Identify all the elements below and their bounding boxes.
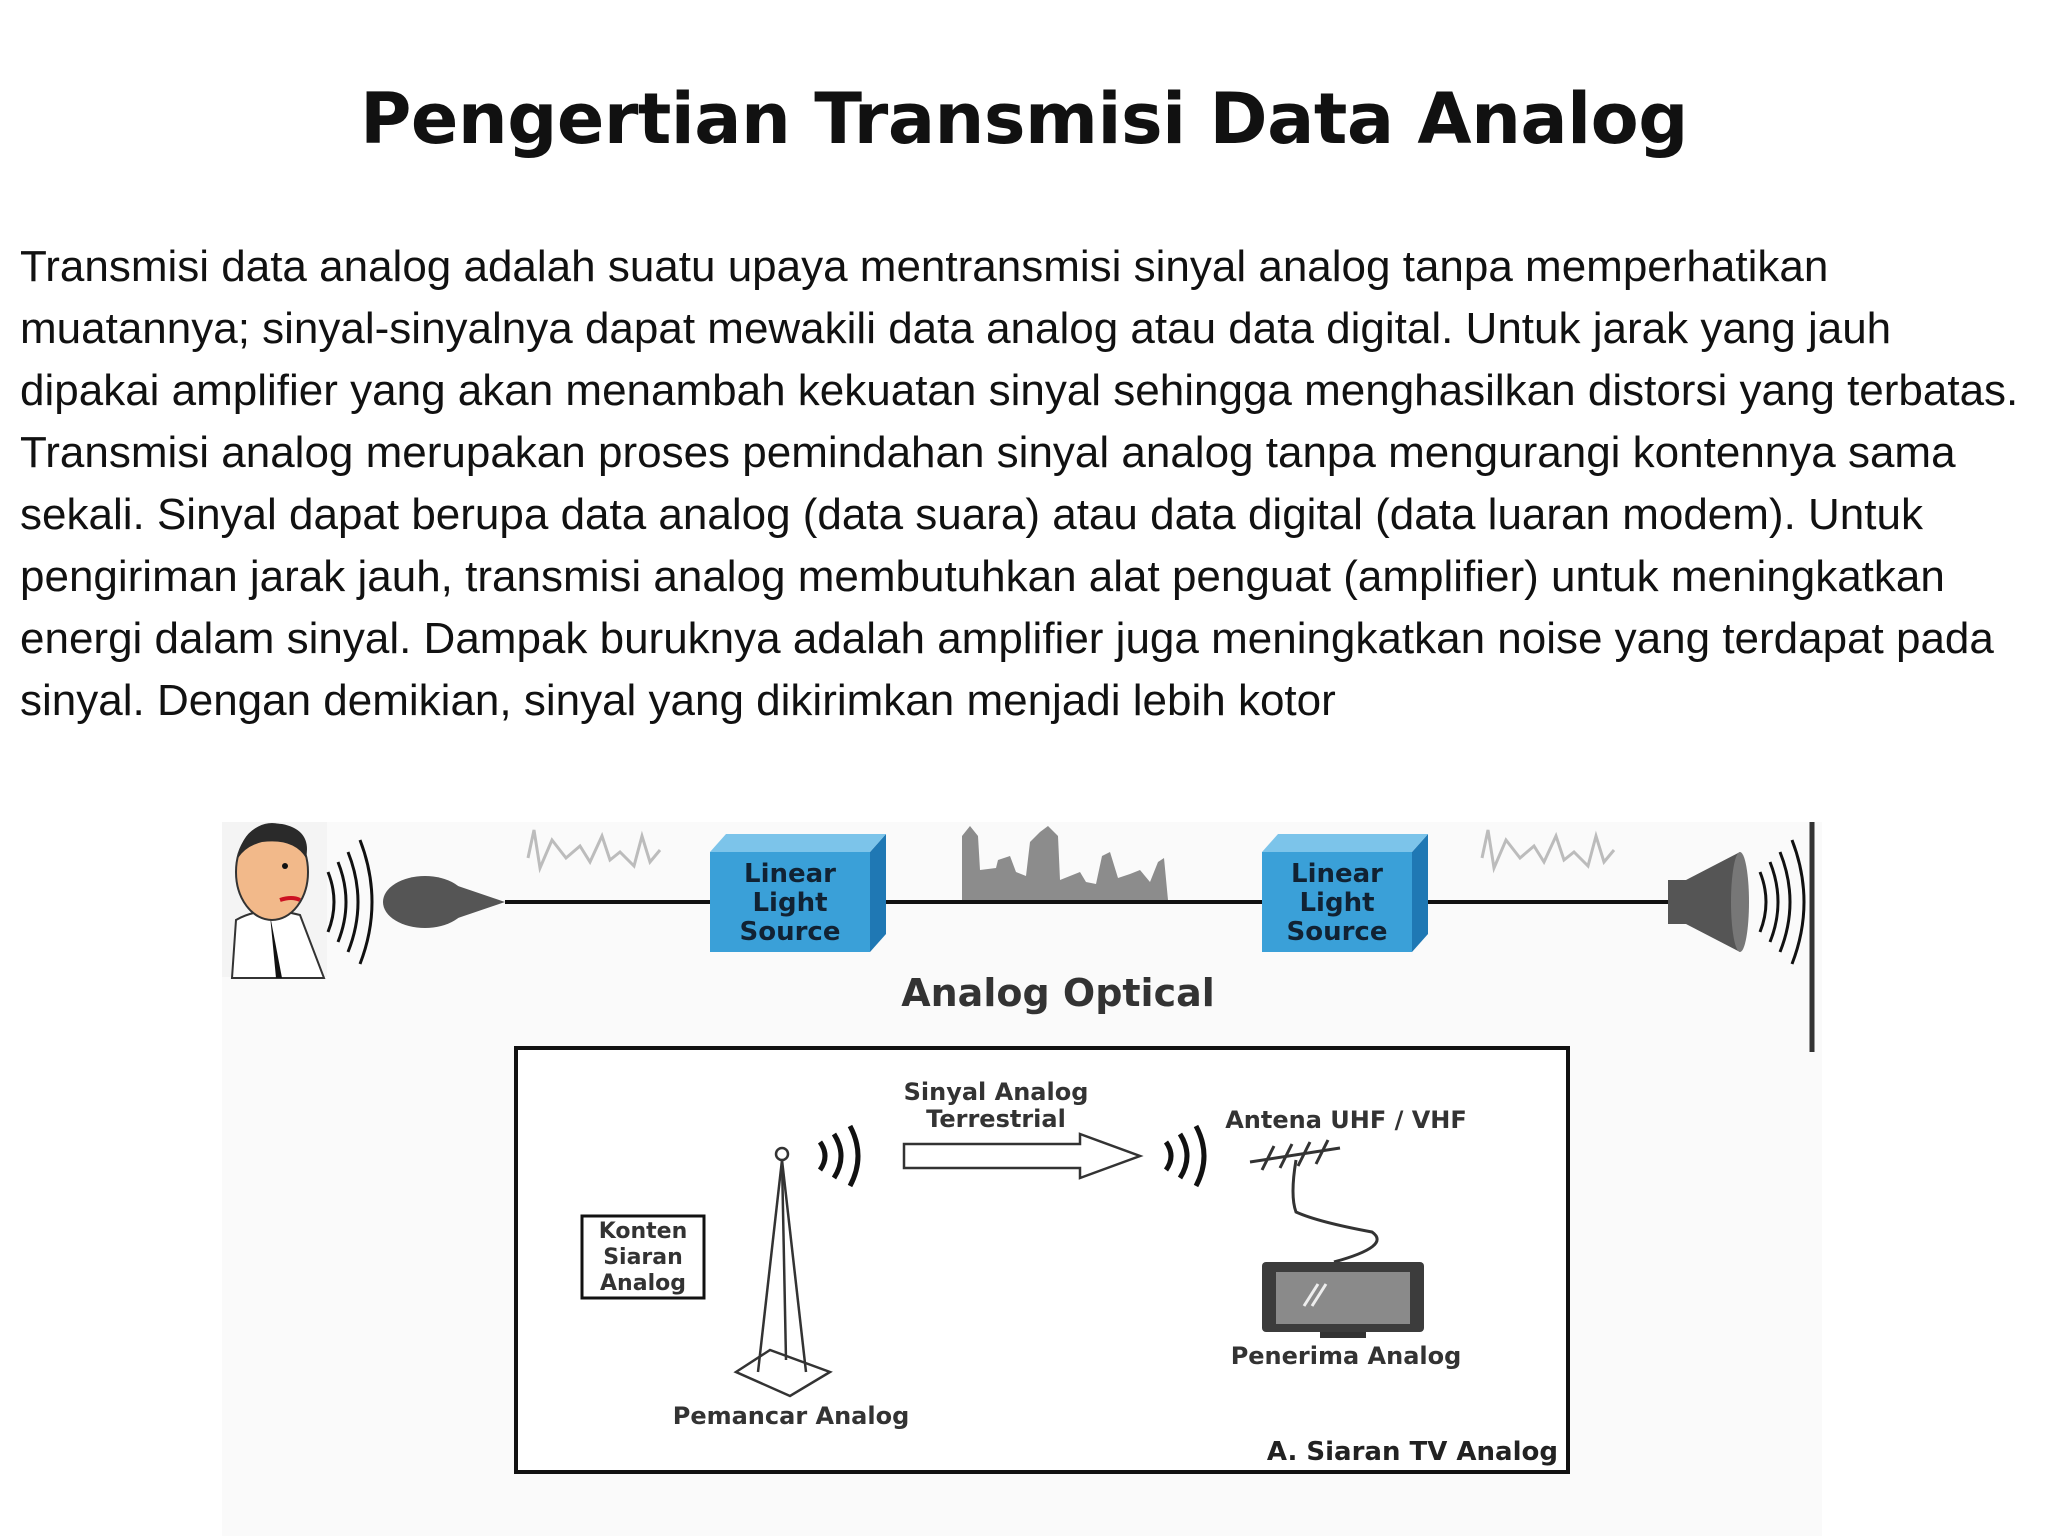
tv-receiver-icon bbox=[1262, 1262, 1424, 1338]
tv-diagram-caption: A. Siaran TV Analog bbox=[1266, 1437, 1558, 1467]
content-box-line-1: Konten bbox=[598, 1219, 688, 1244]
content-box-line-2: Siaran bbox=[603, 1245, 683, 1270]
tv-diagram bbox=[516, 1048, 1568, 1472]
box1-line-3: Source bbox=[739, 917, 841, 947]
signal-label-line-1: Sinyal Analog bbox=[903, 1078, 1089, 1106]
box1-line-2: Light bbox=[752, 888, 828, 918]
paragraph-2: Transmisi analog merupakan proses pemindahan sinyal analog tanpa mengurangi kontennya sama sekali. Sinyal dapat berupa data analog (data suara) atau data digital (data luaran modem). Untuk pengiriman jarak jauh, transmisi analog membutuhkan alat penguat (amplifier) untuk meningkatkan energi dalam sinyal. Dampak buruknya adalah amplifier juga meningkatkan noise yang terdapat pada sinyal. Dengan demikian, sinyal yang dikirimkan menjadi lebih kotor bbox=[20, 428, 1994, 725]
signal-label-line-2: Terrestrial bbox=[926, 1105, 1066, 1133]
linear-light-source-box-2 bbox=[1262, 834, 1428, 952]
linear-light-source-box-1 bbox=[710, 834, 886, 952]
box2-line-2: Light bbox=[1299, 888, 1375, 918]
page-title: Pengertian Transmisi Data Analog bbox=[360, 78, 1688, 160]
box2-line-1: Linear bbox=[1291, 859, 1383, 889]
antenna-label: Antena UHF / VHF bbox=[1225, 1106, 1467, 1134]
box1-line-1: Linear bbox=[744, 859, 836, 889]
person-speaking-icon bbox=[222, 822, 327, 978]
transmitter-label: Pemancar Analog bbox=[672, 1402, 910, 1430]
paragraph-1: Transmisi data analog adalah suatu upaya mentransmisi sinyal analog tanpa memperhatikan muatannya; sinyal-sinyalnya dapat mewakili data analog atau data digital. Untuk jarak yang jauh dipakai amplifier yang akan menambah kekuatan sinyal sehingga menghasilkan distorsi yang terbatas. bbox=[20, 242, 2019, 415]
box2-line-3: Source bbox=[1286, 917, 1388, 947]
analog-optical-caption: Analog Optical bbox=[901, 971, 1215, 1015]
content-box-line-3: Analog bbox=[600, 1271, 686, 1296]
receiver-label: Penerima Analog bbox=[1230, 1342, 1462, 1370]
